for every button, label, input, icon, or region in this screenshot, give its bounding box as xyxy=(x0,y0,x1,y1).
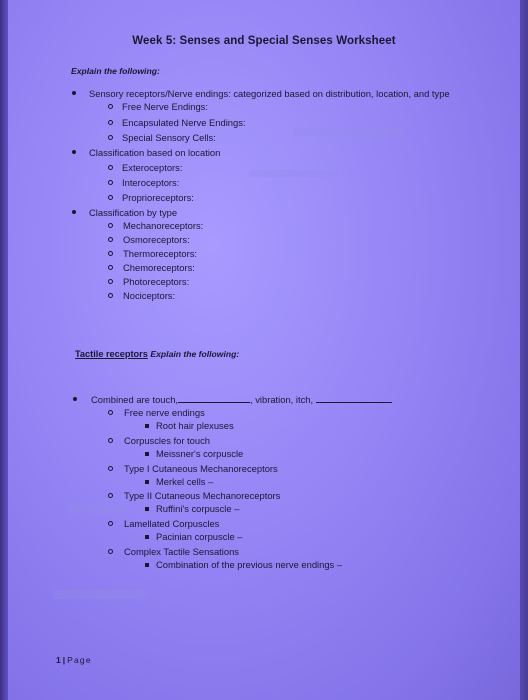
item-nociceptors: Nociceptors: xyxy=(123,290,176,301)
bullet-sensory-receptors: Sensory receptors/Nerve endings: categorized based on distribution, location, and type xyxy=(89,88,450,99)
combined-text-part2: , vibration, itch, xyxy=(250,394,314,405)
page-label: Page xyxy=(67,655,92,665)
circle-bullet xyxy=(108,493,113,498)
section1-heading: Explain the following: xyxy=(71,66,160,76)
blank-line xyxy=(316,394,392,403)
circle-bullet xyxy=(108,438,113,443)
sub-ruffinis-corpuscle: Ruffini's corpuscle – xyxy=(156,503,240,514)
section2-heading xyxy=(75,349,239,359)
bleed-through-mark xyxy=(293,128,403,136)
sub-meissners-corpuscle: Meissner's corpuscle xyxy=(156,448,244,459)
square-bullet xyxy=(145,535,149,539)
tactile-receptors-heading: Tactile receptors xyxy=(75,349,148,359)
circle-bullet xyxy=(108,549,113,554)
square-bullet xyxy=(145,563,149,567)
bleed-through-mark xyxy=(68,505,128,513)
square-bullet xyxy=(145,507,149,511)
circle-bullet xyxy=(108,104,113,109)
item-special-sensory-cells: Special Sensory Cells: xyxy=(122,132,216,143)
item-free-nerve-endings-tactile: Free nerve endings xyxy=(124,407,205,418)
circle-bullet xyxy=(108,293,113,298)
worksheet-title: Week 5: Senses and Special Senses Worksheet xyxy=(132,35,396,47)
circle-bullet xyxy=(108,180,113,185)
item-photoreceptors: Photoreceptors: xyxy=(123,276,190,287)
circle-bullet xyxy=(108,265,113,270)
page-footer: 1 | Page xyxy=(56,655,92,665)
square-bullet xyxy=(145,424,149,428)
circle-bullet xyxy=(108,195,113,200)
bleed-through-mark xyxy=(53,590,148,599)
circle-bullet xyxy=(108,223,113,228)
square-bullet xyxy=(145,480,149,484)
circle-bullet xyxy=(108,237,113,242)
item-free-nerve-endings: Free Nerve Endings: xyxy=(122,101,208,112)
square-bullet xyxy=(145,452,149,456)
circle-bullet xyxy=(108,279,113,284)
bullet-dot xyxy=(73,397,77,401)
worksheet-page xyxy=(8,0,520,700)
bullet-classification-type: Classification by type xyxy=(89,207,178,218)
item-chemoreceptors: Chemoreceptors: xyxy=(123,262,195,273)
item-complex-tactile-sensations: Complex Tactile Sensations xyxy=(124,546,239,557)
circle-bullet xyxy=(108,120,113,125)
circle-bullet xyxy=(108,165,113,170)
item-thermoreceptors: Thermoreceptors: xyxy=(123,248,197,259)
circle-bullet xyxy=(108,410,113,415)
circle-bullet xyxy=(108,521,113,526)
page-number: 1 xyxy=(56,655,61,665)
bullet-combined xyxy=(91,394,392,405)
bleed-through-mark xyxy=(248,170,338,177)
item-interoceptors: Interoceptors: xyxy=(122,177,180,188)
section2-instruction: Explain the following: xyxy=(150,349,240,359)
blank-line xyxy=(178,394,250,403)
item-proprioreceptors: Proprioreceptors: xyxy=(122,192,194,203)
combined-text-part1: Combined are touch, xyxy=(91,394,179,405)
item-osmoreceptors: Osmoreceptors: xyxy=(123,234,190,245)
item-lamellated-corpuscles: Lamellated Corpuscles xyxy=(124,518,220,529)
item-mechanoreceptors: Mechanoreceptors: xyxy=(123,220,204,231)
bullet-dot xyxy=(72,150,76,154)
bullet-dot xyxy=(72,91,76,95)
circle-bullet xyxy=(108,135,113,140)
circle-bullet xyxy=(108,466,113,471)
sub-pacinian-corpuscle: Pacinian corpuscle – xyxy=(156,531,243,542)
item-type-ii-mechanoreceptors: Type II Cutaneous Mechanoreceptors xyxy=(124,490,281,501)
sub-combination-previous: Combination of the previous nerve endings – xyxy=(156,559,343,570)
item-corpuscles-for-touch: Corpuscles for touch xyxy=(124,435,210,446)
sub-root-hair-plexuses: Root hair plexuses xyxy=(156,420,234,431)
item-type-i-mechanoreceptors: Type I Cutaneous Mechanoreceptors xyxy=(124,463,278,474)
circle-bullet xyxy=(108,251,113,256)
bullet-classification-location: Classification based on location xyxy=(89,147,221,158)
item-exteroceptors: Exteroceptors: xyxy=(122,162,183,173)
bullet-dot xyxy=(72,210,76,214)
item-encapsulated-nerve-endings: Encapsulated Nerve Endings: xyxy=(122,117,246,128)
sub-merkel-cells: Merkel cells – xyxy=(156,476,214,487)
